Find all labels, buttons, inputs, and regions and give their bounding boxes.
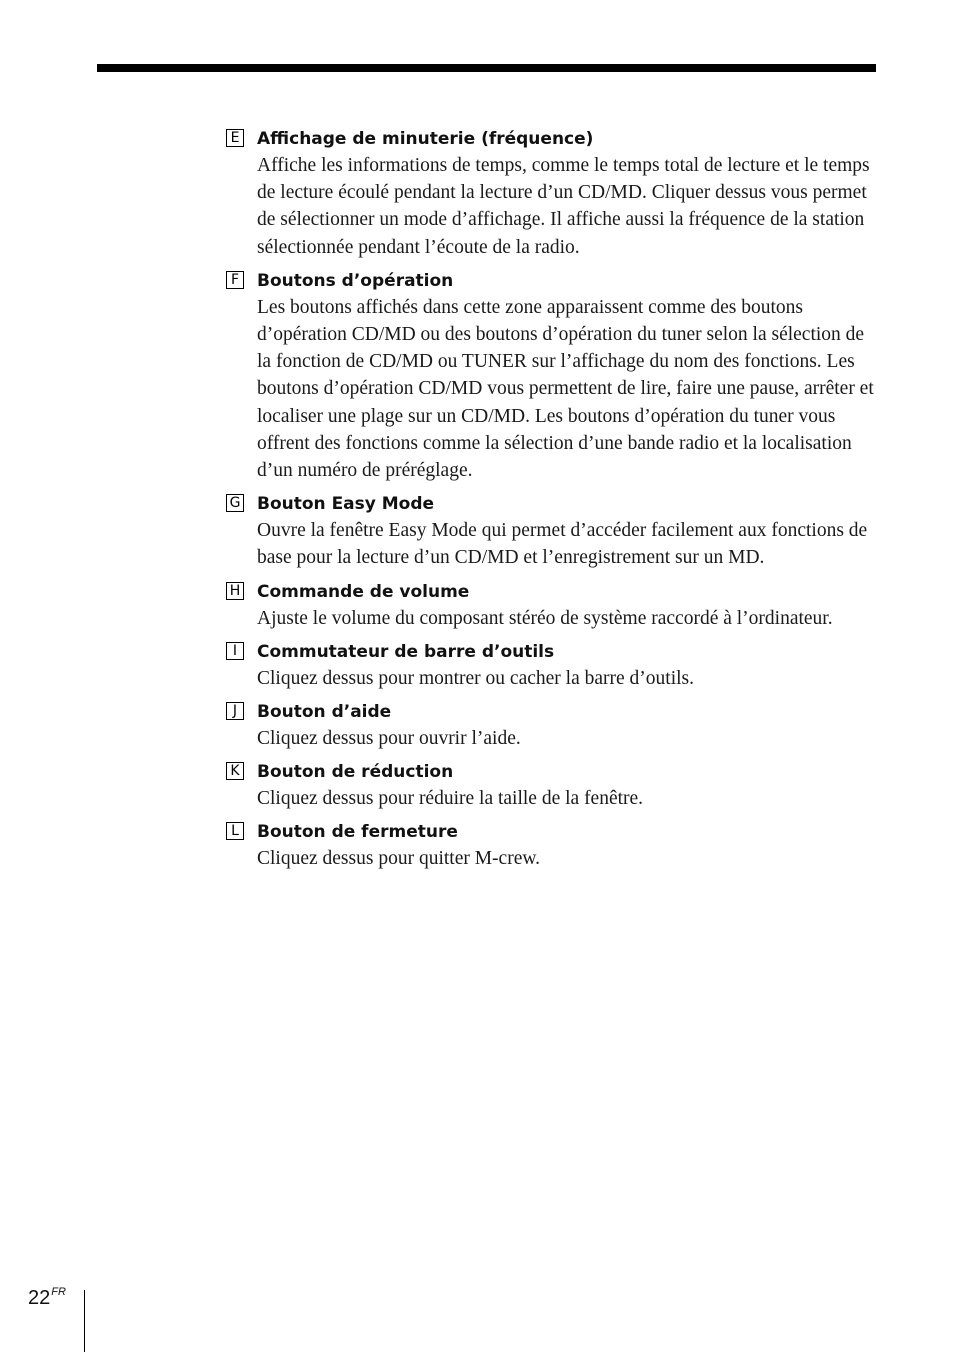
entry-f xyxy=(226,268,876,484)
entry-letter: F xyxy=(226,271,244,289)
entry-letter: K xyxy=(226,762,244,780)
entry-g xyxy=(226,491,876,571)
entry-letter: I xyxy=(226,642,244,660)
definition-list xyxy=(226,126,876,880)
entry-letter: E xyxy=(226,129,244,147)
entry-title: Commande de volume xyxy=(257,581,470,602)
entry-description: Ajuste le volume du composant stéréo de système raccordé à l’ordinateur. xyxy=(257,607,833,629)
entry-title: Commutateur de barre d’outils xyxy=(257,641,555,662)
entry-e xyxy=(226,126,876,261)
entry-title: Bouton de fermeture xyxy=(257,822,458,843)
page-number-value: 22 xyxy=(28,1287,51,1309)
entry-description: Cliquez dessus pour ouvrir l’aide. xyxy=(257,728,521,750)
entry-l xyxy=(226,819,876,872)
page-number xyxy=(28,1286,66,1310)
header-rule xyxy=(97,64,876,72)
entry-h xyxy=(226,579,876,632)
entry-description: Ouvre la fenêtre Easy Mode qui permet d’accéder facilement aux fonctions de base pour la lecture d’un CD/MD et l’enregistrement sur un MD. xyxy=(257,520,868,569)
entry-letter: G xyxy=(226,494,244,512)
entry-title: Bouton Easy Mode xyxy=(257,494,435,515)
entry-i xyxy=(226,639,876,692)
entry-description: Cliquez dessus pour montrer ou cacher la barre d’outils. xyxy=(257,667,694,689)
entry-j xyxy=(226,699,876,752)
entry-letter: L xyxy=(226,822,244,840)
entry-description: Les boutons affichés dans cette zone apparaissent comme des boutons d’opération CD/MD ou des boutons d’opération du tuner selon la sélection de la fonction de CD/MD ou TUNER sur l’affichage du nom des fonctions. Les boutons d’opération CD/MD vous permettent de lire, faire une pause, arrêter et localiser une plage sur un CD/MD. Les boutons d’opération du tuner vous offrent des fonctions comme la sélection d’une bande radio et la localisation d’un numéro de préréglage. xyxy=(257,296,874,482)
entry-description: Affiche les informations de temps, comme le temps total de lecture et le temps de lecture écoulé pendant la lecture d’un CD/MD. Cliquer dessus vous permet de sélectionner un mode d’affichage. Il affiche aussi la fréquence de la station sélectionnée pendant l’écoute de la radio. xyxy=(257,155,870,258)
entry-title: Bouton de réduction xyxy=(257,762,454,783)
page-language-suffix: FR xyxy=(51,1286,66,1298)
entry-title: Affichage de minuterie (fréquence) xyxy=(257,129,594,149)
entry-description: Cliquez dessus pour réduire la taille de la fenêtre. xyxy=(257,788,644,810)
footer-rule xyxy=(84,1290,85,1352)
entry-letter: H xyxy=(226,582,244,600)
entry-k xyxy=(226,759,876,812)
entry-title: Bouton d’aide xyxy=(257,702,392,723)
entry-title: Boutons d’opération xyxy=(257,270,454,291)
entry-description: Cliquez dessus pour quitter M-crew. xyxy=(257,848,541,870)
entry-letter: J xyxy=(226,702,244,720)
